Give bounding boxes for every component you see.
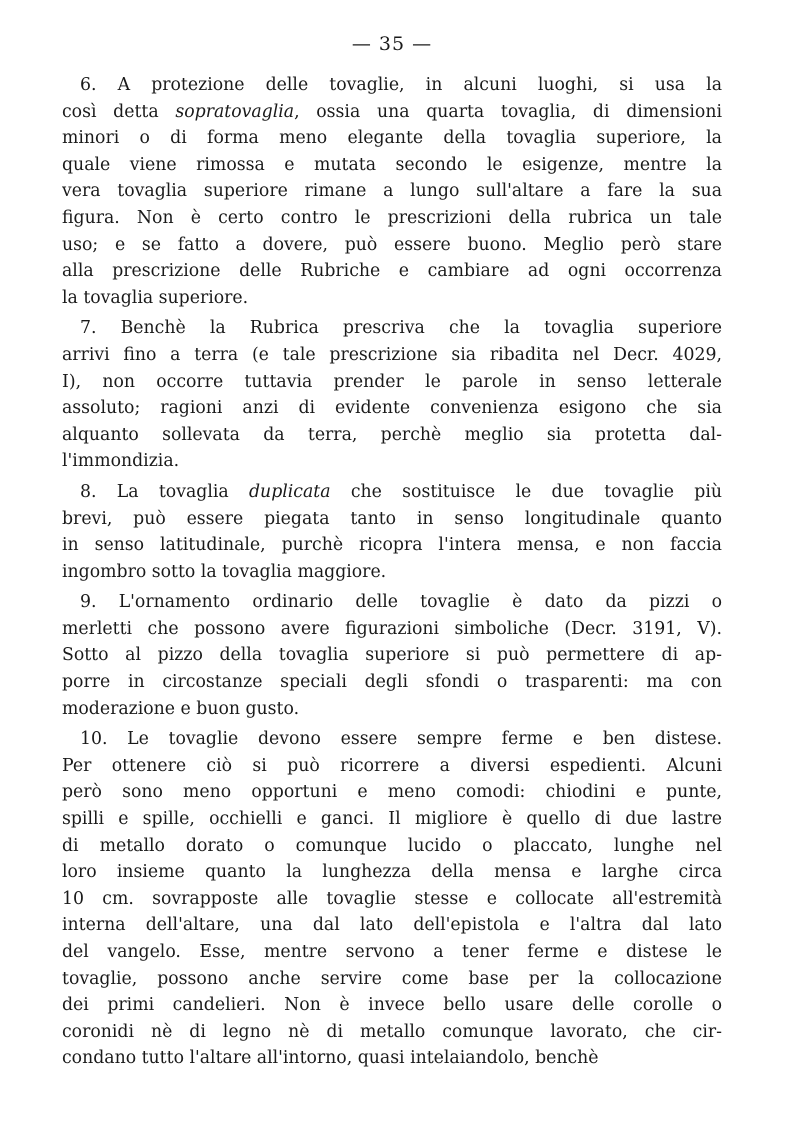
text-line: però sono meno opportuni e meno comodi: chiodini e punte, <box>62 782 722 803</box>
paragraph <box>62 315 722 475</box>
text-line: condano tutto l'altare all'intorno, quasi intelaiandolo, benchè <box>62 1048 599 1069</box>
text-line: 8. La tovaglia duplicata che sostituisce le due tovaglie più <box>80 481 722 502</box>
text-line: uso; e se fatto a dovere, può essere buono. Meglio però stare <box>62 234 722 255</box>
text-line: loro insieme quanto la lunghezza della mensa e larghe circa <box>62 862 722 883</box>
text-line: l'immondizia. <box>62 451 180 472</box>
text-line: dei primi candelieri. Non è invece bello usare delle corolle o <box>62 995 722 1016</box>
text-line: alquanto sollevata da terra, perchè meglio sia protetta dal- <box>62 424 722 445</box>
text-line: figura. Non è certo contro le prescrizioni della rubrica un tale <box>62 207 722 228</box>
text-line: quale viene rimossa e mutata secondo le esigenze, mentre la <box>62 154 722 175</box>
text-line: Sotto al pizzo della tovaglia superiore si può permettere di ap- <box>62 645 722 666</box>
text-line: 6. A protezione delle tovaglie, in alcuni luoghi, si usa la <box>80 75 722 95</box>
text-line: brevi, può essere piegata tanto in senso longitudinale quanto <box>62 508 722 529</box>
italic-term: sopratovaglia <box>175 101 295 122</box>
text-line: tovaglie, possono anche servire come base per la collocazione <box>62 968 722 989</box>
text-line: in senso latitudinale, purchè ricopra l'intera mensa, e non faccia <box>62 535 722 556</box>
text-line: spilli e spille, occhielli e ganci. Il migliore è quello di due lastre <box>62 809 722 830</box>
text-line: moderazione e buon gusto. <box>62 698 300 719</box>
text-line: ingombro sotto la tovaglia maggiore. <box>62 561 387 582</box>
text-line: la tovaglia superiore. <box>62 287 249 308</box>
text-line: 10. Le tovaglie devono essere sempre ferme e ben distese. <box>80 729 722 750</box>
text-line: arrivi fino a terra (e tale prescrizione sia ribadita nel Decr. 4029, <box>62 344 722 365</box>
text-line: del vangelo. Esse, mentre servono a tener ferme e distese le <box>62 942 722 962</box>
text-line: assoluto; ragioni anzi di evidente convenienza esigono che sia <box>62 398 722 419</box>
paragraph <box>62 479 722 585</box>
text-line: alla prescrizione delle Rubriche e cambiare ad ogni occorrenza <box>62 261 722 282</box>
paragraph <box>62 589 722 722</box>
text-line: 9. L'ornamento ordinario delle tovaglie è dato da pizzi o <box>80 592 722 613</box>
text-line: 10 cm. sovrapposte alle tovaglie stesse e collocate all'estremità <box>62 888 722 909</box>
text-line: interna dell'altare, una dal lato dell'epistola e l'altra dal lato <box>62 915 722 936</box>
text-line: coronidi nè di legno nè di metallo comunque lavorato, che cir- <box>62 1021 722 1042</box>
text-line: merletti che possono avere figurazioni simboliche (Decr. 3191, V). <box>62 618 722 639</box>
text-line: così detta sopratovaglia, ossia una quarta tovaglia, di dimensioni <box>62 101 722 122</box>
body-text <box>62 72 722 1072</box>
text-line: di metallo dorato o comunque lucido o placcato, lunghe nel <box>62 835 722 856</box>
page-number: — 35 — <box>351 33 433 55</box>
italic-term: duplicata <box>249 481 331 502</box>
paragraph <box>62 726 722 1072</box>
text-line: I), non occorre tuttavia prender le parole in senso letterale <box>62 371 722 392</box>
document-page <box>62 32 722 1072</box>
text-line: vera tovaglia superiore rimane a lungo sull'altare a fare la sua <box>62 181 722 202</box>
text-line: minori o di forma meno elegante della tovaglia superiore, la <box>62 128 722 149</box>
paragraph <box>62 72 722 311</box>
text-line: Per ottenere ciò si può ricorrere a diversi espedienti. Alcuni <box>62 755 722 776</box>
text-line: 7. Benchè la Rubrica prescriva che la tovaglia superiore <box>80 318 722 339</box>
text-line: porre in circostanze speciali degli sfondi o trasparenti: ma con <box>62 672 722 693</box>
